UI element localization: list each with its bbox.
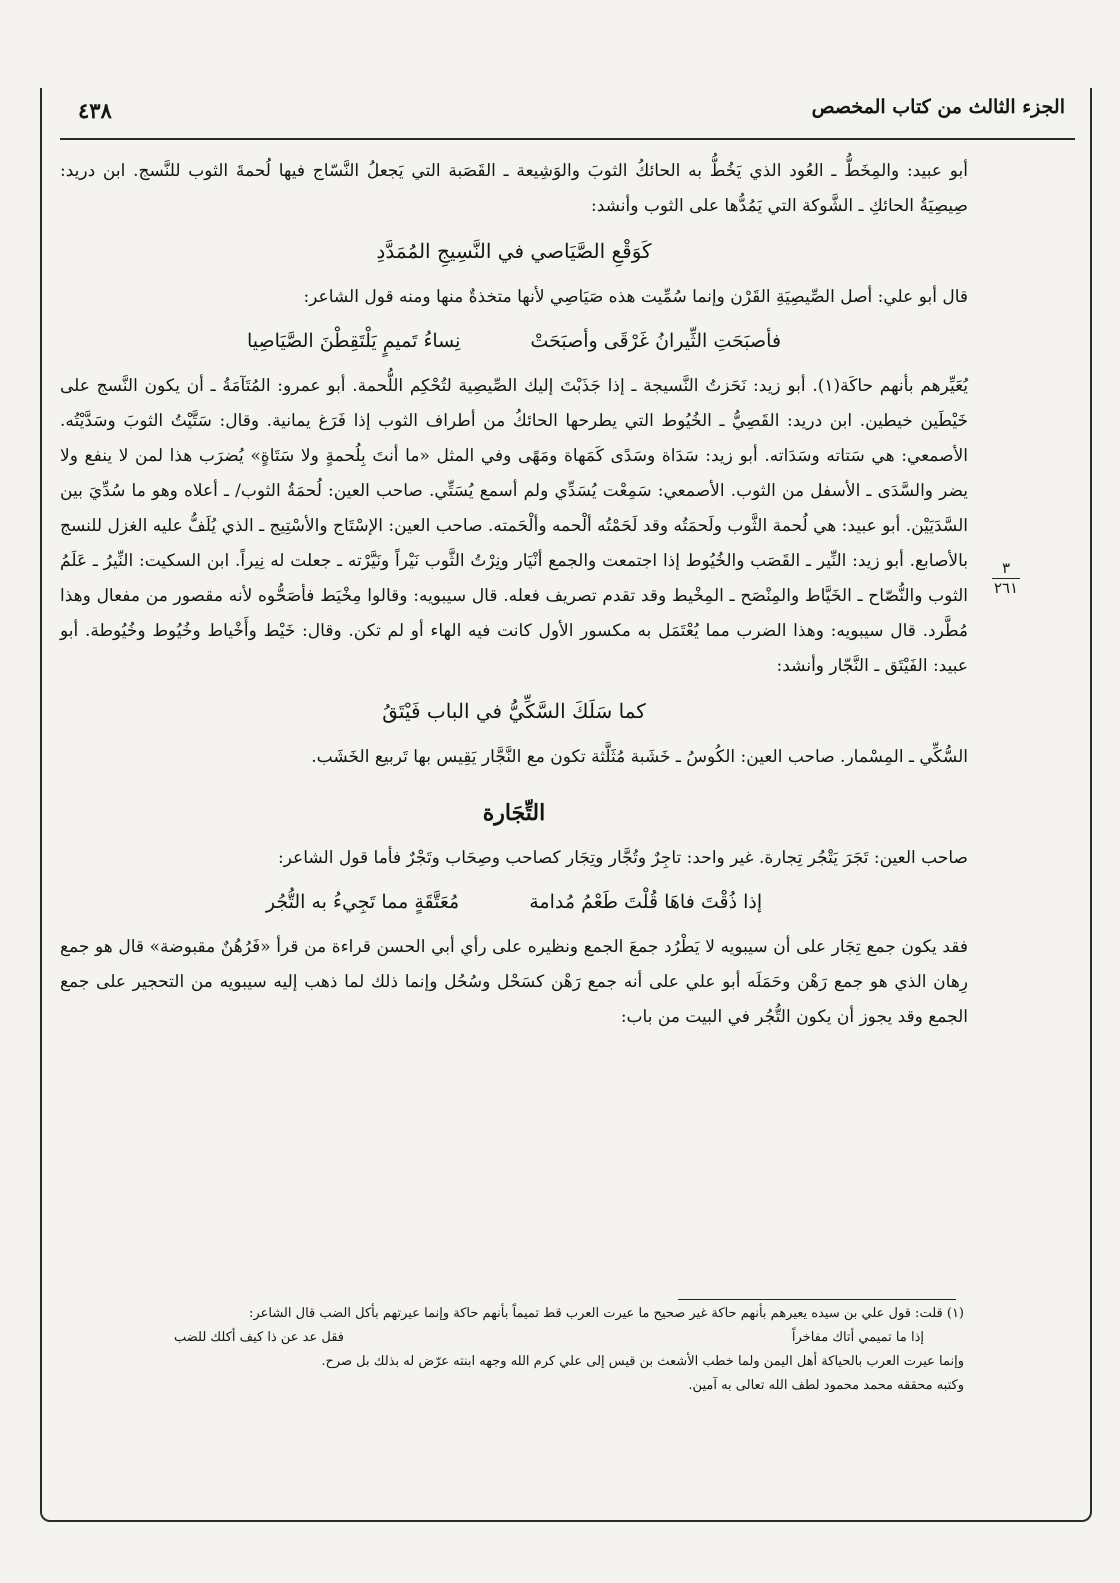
paragraph-1: أبو عبيد: والمِخَطُّ ـ العُود الذي يَخُطُّ به الحائكُ الثوبَ والوَشِيعة ـ القَصَبة التي يَجعلُ النَّسّاج فيها لُحمةَ الثوب للنَّسج. ابن دريد: صِيصِيَةُ الحائكِ ـ الشَّوكة التي يَمُدُّها على الثوب وأنشد: [60,161,968,216]
verse-hemistich-second: نِساءُ تَميمٍ يَلْتَقِطْنَ الصَّيَاصِيا [246,330,461,352]
footnote-line-1: (١) قلت: قول علي بن سيده يعيرهم بأنهم حاكة غير صحيح ما عيرت العرب قط تميماً بأنهم حاكة وإنما عيرتهم بأكل الضب قال الشاعر: [249,1306,964,1321]
footnote [64,1302,964,1398]
main-text [60,154,968,1041]
verse-hemistich-first: فأصبَحَتِ الثِّيرانُ غَرْقَى وأصبَحَتْ [530,330,782,352]
section-heading: التِّجَارة [482,800,546,826]
verse-couplet-2 [60,882,968,922]
footnote-line-3: وكتبه محققه محمد محمود لطف الله تعالى به آمين. [688,1378,964,1393]
paragraph-5: صاحب العين: تَجَرَ يَتْجُر تِجارة. غير واحد: تاجِرٌ وتُجَّار وتِجَار كصاحب وصِحَاب وتَجْرٌ فأما قول الشاعر: [277,848,968,868]
page-number: ٤٣٨ [78,98,112,123]
margin-ref-bottom: ٢٦١ [993,579,1019,597]
verse-line-1: كَوَقْعِ الصَّيَاصي في النَّسِيجِ المُمَدَّدِ [376,239,652,263]
footnote-hemistich-second: فقل عد عن ذا كيف أكلك للضب [174,1330,344,1345]
footnote-divider [678,1299,956,1300]
verse-hemistich-second: مُعَتَّقَةٍ مما تَجِيءُ به التُّجُر [265,891,460,913]
verse-hemistich-first: إذا ذُقْتَ فاهَا قُلْتَ طَعْمُ مُدامة [529,891,763,913]
paragraph-3: يُعَيِّرهم بأنهم حاكَة(١). أبو زيد: نَحَزتُ النَّسيجة ـ إذا جَذَبْتَ إليك الصِّيصِية لتُحْكِم اللُّحمة. أبو عمرو: المُتَآمَةُ ـ أن يكون النَّسج على خَيْطَين خيطين. ابن دريد: القَصِيُّ ـ الخُيُوط التي يطرحها الحائكُ من أطراف الثوب إذا فَرَغ يمانية. وقال: سَتَّيْتُ الثوبَ وسَدَّيْتُه. الأصمعي: هي سَتاته وسَدَاته. أبو زيد: سَدَاة وسَدًى كَمَهاة ومَهًى وفي المثل «ما أنتَ بِلُحمةٍ ولا سَتَاةٍ» يُضرَب هذا لمن لا ينفع ولا يضر والسَّدَى ـ الأسفل من الثوب. الأصمعي: سَمِعْت يُسَدِّي ولم أسمع يُسَتِّي. صاحب العين: لُحمَةُ الثوب/ ـ أعلاه وهو ما سُدِّيَ بين السَّدَيَيْن. أبو عبيد: هي لُحمة الثَّوب ولَحمَتُه وقد لَحَمْتُه ألْحمه وألْحَمته. صاحب العين: الإسْتَاج والأسْتِيج ـ الذي يُلَفُّ عليه الغزل للنسج بالأصابع. أبو زيد: النِّير ـ القَصَب والخُيُوط إذا اجتمعت والجمع أنْيَار ونِرْتُ الثَّوب نَيْراً ونَيَّرْته ـ جعلت له نِيراً. ابن السكيت: النِّيرُ ـ عَلَمُ الثوب والنُّصّاح ـ الخَيَّاط والمِنْصَح ـ المِخْيط وقد تقدم تصريف فعله. قال سيبويه: وقالوا مِخْيَط فأصَحُّوه لأنه مقصور من مفعال وهذا مُطَّرد. قال سيبويه: وهذا الضرب مما يُعْتَمَل به مكسور الأول كانت فيه الهاء أو لم تكن. وقال: خَيْط وأَخْياط وخُيُوط وخُيُوطة. أبو عبيد: الفَيْتَق ـ النَّجّار وأنشد: [60,376,969,676]
footnote-line-2: وإنما عيرت العرب بالحياكة أهل اليمن ولما خطب الأشعث بن قيس إلى علي كرم الله وجهه ابنته عرّض له بذلك بل صرح. [321,1354,964,1369]
footnote-hemistich-first: إذا ما تميمي أتاك مفاخراً [791,1330,924,1345]
paragraph-4: السُّكِّي ـ المِسْمار. صاحب العين: الكُوسُ ـ خَشَبة مُثَلَّثة تكون مع النَّجَّار يَقِيس بها تَربيع الخَشَب. [311,747,968,767]
paragraph-2: قال أبو علي: أصل الصِّيصِيَةِ القَرْن وإنما سُمِّيت هذه صَيَاصِي لأنها متخذةٌ منها ومنه قول الشاعر: [303,287,968,307]
verse-line-2: كما سَلَكَ السَّكِّيُّ في الباب فَيْتَقُ [382,699,646,723]
running-title: الجزء الثالث من كتاب المخصص [811,96,1065,118]
margin-reference [986,560,1026,597]
footnote-verse [64,1326,964,1350]
verse-couplet-1 [60,321,968,361]
page-header [60,90,1075,140]
margin-ref-top: ٣ [1001,559,1011,577]
paragraph-6: فقد يكون جمع تِجَار على أن سيبويه لا يَطْرُد جمعَ الجمع ونظيره على رأي أبي الحسن قراءة من قرأ «فَرُهُنٌ مقبوضة» قال هو جمع رِهان الذي هو جمع رَهْن وحَمَلَه أبو علي على أنه جمع رَهْن كسَحْل وسُحُل وإنما ذلك لما ذهب إليه سيبويه من التحجير على جمع الجمع وقد يجوز أن يكون التُّجُر في البيت من باب: [60,937,968,1027]
